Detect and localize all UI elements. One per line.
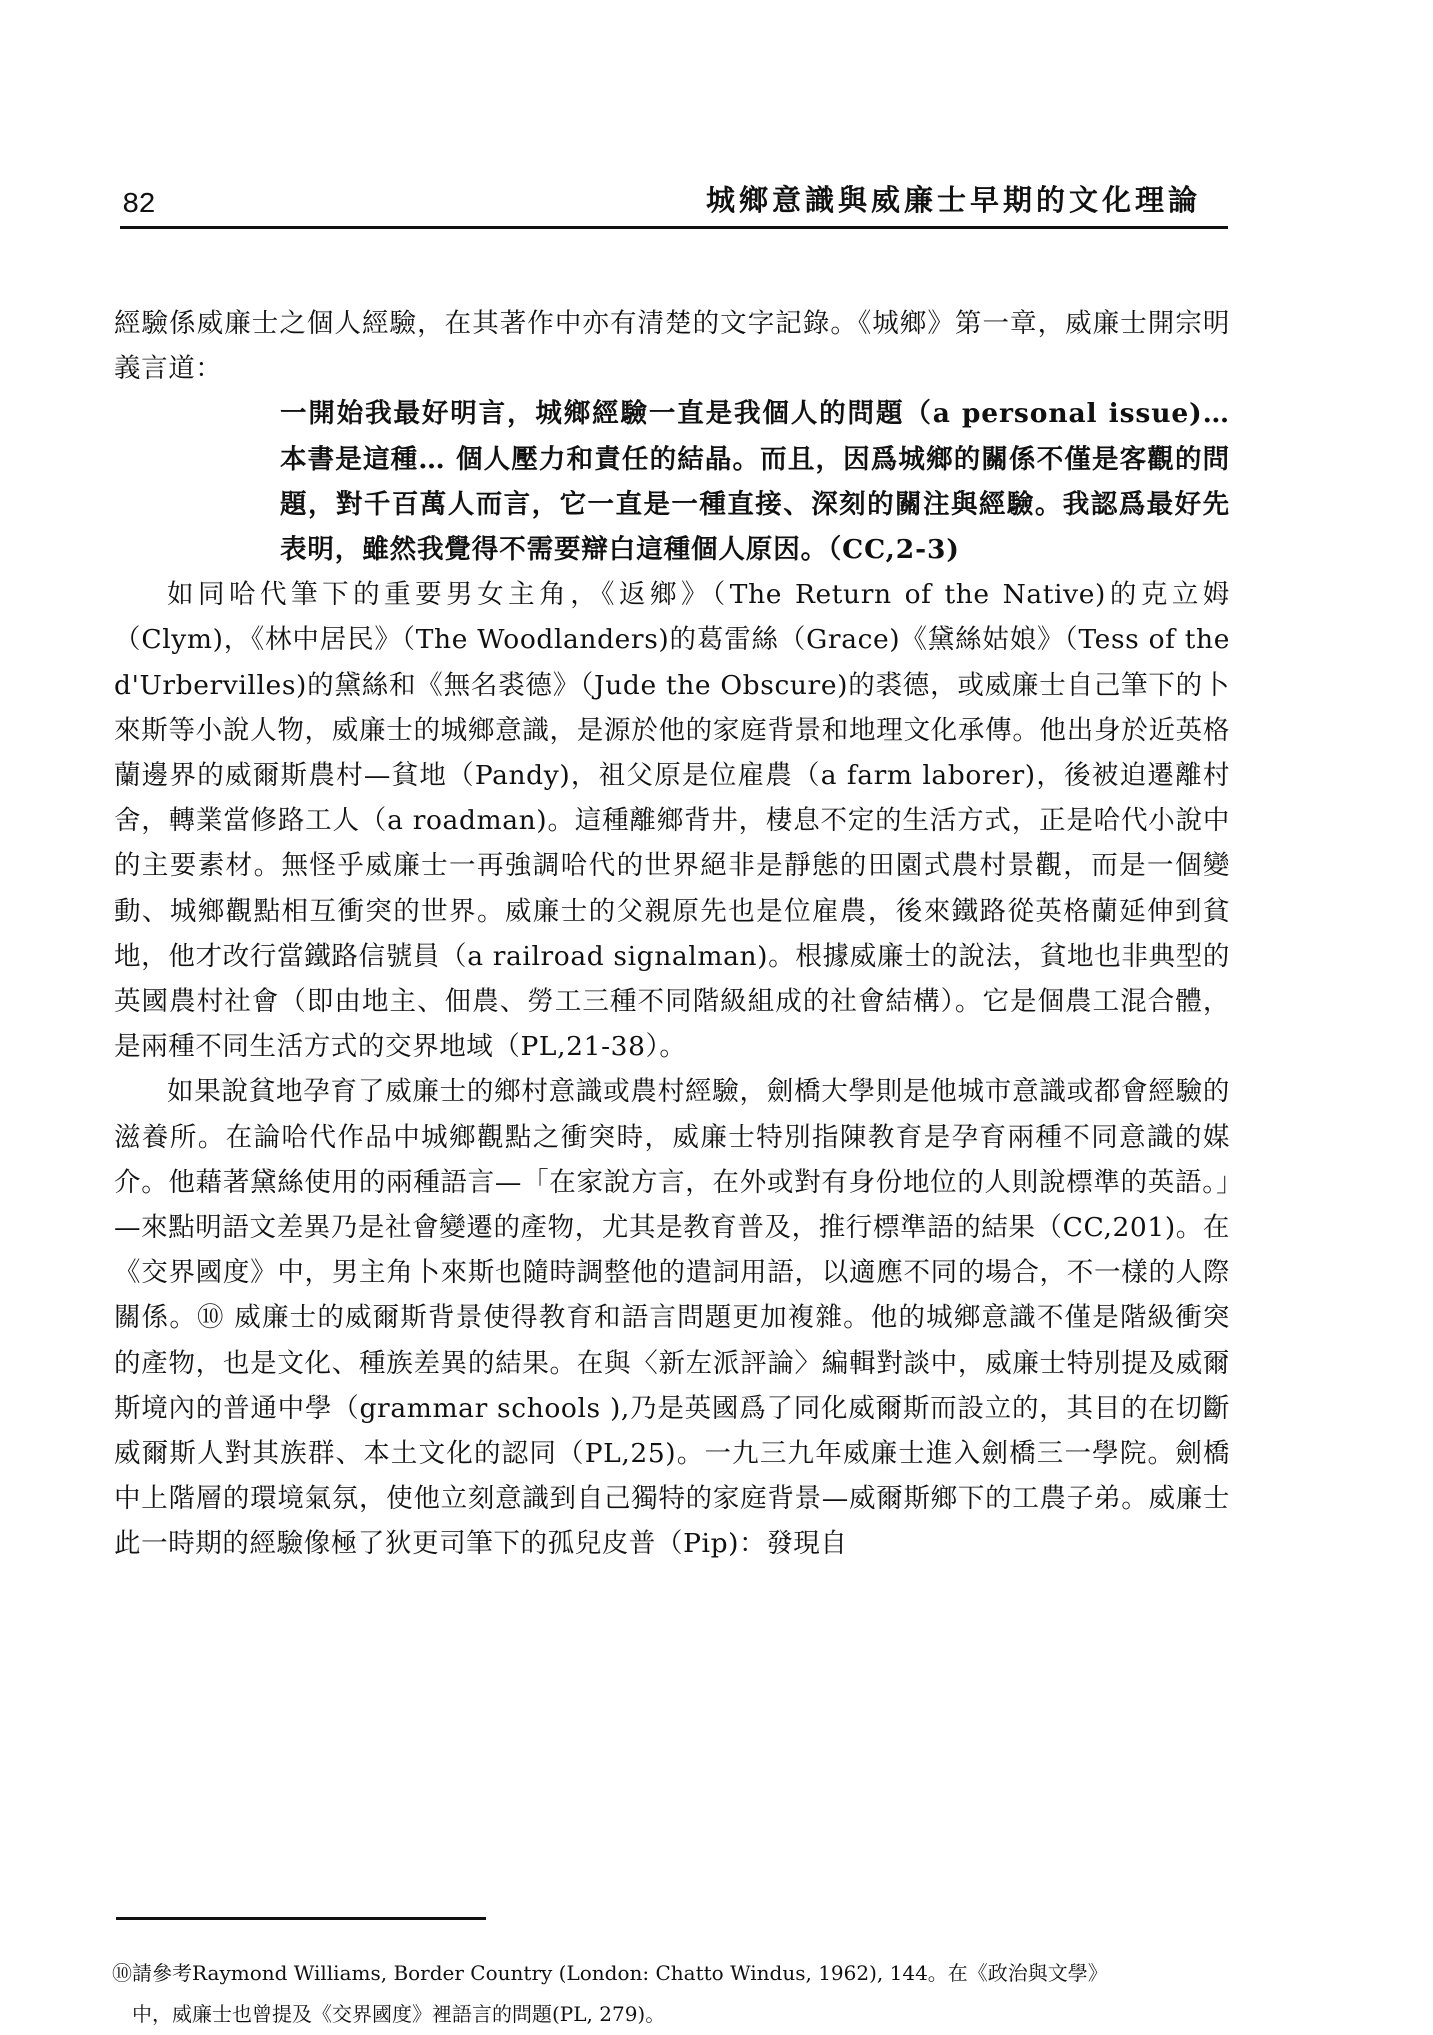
footnote-rule — [116, 1917, 486, 1920]
body-text — [114, 301, 1230, 1567]
running-head: 城鄉意識與威廉士早期的文化理論 — [705, 183, 1201, 217]
paragraph: 如果說貧地孕育了威廉士的鄉村意識或農村經驗，劍橋大學則是他城市意識或都會經驗的滋養所。在論哈代作品中城鄉觀點之衝突時，威廉士特別指陳教育是孕育兩種不同意識的媒介。他藉著黛絲使用的兩種語言—「在家說方言，在外或對有身份地位的人則說標準的英語。」—來點明語文差異乃是社會變遷的產物，尤其是教育普及，推行標準語的結果（CC,201)。在《交界國度》中，男主角卜來斯也隨時調整他的遣詞用語，以適應不同的場合，不一樣的人際關係。⑩ 威廉士的威爾斯背景使得教育和語言問題更加複雜。他的城鄉意識不僅是階級衝突的產物，也是文化、種族差異的結果。在與〈新左派評論〉編輯對談中，威廉士特別提及威爾斯境內的普通中學（grammar schools ),乃是英國爲了同化威爾斯而設立的，其目的在切斷威爾斯人對其族群、本土文化的認同（PL,25)。一九三九年威廉士進入劍橋三一學院。劍橋中上階層的環境氣氛，使他立刻意識到自己獨特的家庭背景—威爾斯鄉下的工農子弟。威廉士此一時期的經驗像極了狄更司筆下的孤兒皮普（Pip)：發現自 — [114, 1076, 1230, 1560]
header-rule — [120, 226, 1228, 229]
page-number: 82 — [122, 188, 155, 221]
paragraph: 如同哈代筆下的重要男女主角，《返鄉》（The Return of the Native)的克立姆（Clym)，《林中居民》（The Woodlanders)的葛雷絲（Grace)《黛絲姑娘》（Tess of the d'Urbervilles)的黛絲和《無名裘德》（Jude the Obscure)的裘德，或威廉士自己筆下的卜來斯等小說人物，威廉士的城鄉意識，是源於他的家庭背景和地理文化承傳。他出身於近英格蘭邊界的威爾斯農村—貧地（Pandy)，祖父原是位雇農（a farm laborer)，後被迫遷離村舍，轉業當修路工人（a roadman)。這種離鄉背井，棲息不定的生活方式，正是哈代小說中的主要素材。無怪乎威廉士一再強調哈代的世界絕非是靜態的田園式農村景觀，而是一個變動、城鄉觀點相互衝突的世界。威廉士的父親原先也是位雇農，後來鐵路從英格蘭延伸到貧地，他才改行當鐵路信號員（a railroad signalman)。根據威廉士的說法，貧地也非典型的英國農村社會（即由地主、佃農、勞工三種不同階級組成的社會結構）。它是個農工混合體，是兩種不同生活方式的交界地域（PL,21-38）。 — [114, 579, 1230, 1063]
footnote-line: 中，威廉士也曾提及《交界國度》裡語言的問題(PL, 279)。 — [132, 2002, 666, 2026]
footnote — [112, 1953, 1224, 2035]
footnote-line: ⑩請參考Raymond Williams, Border Country (London: Chatto Windus, 1962), 144。在《政治與文學》 — [112, 1961, 1108, 1985]
paragraph-intro: 經驗係威廉士之個人經驗，在其著作中亦有清楚的文字記錄。《城鄉》第一章，威廉士開宗明義言道： — [114, 308, 1230, 385]
block-quote: 一開始我最好明言，城鄉經驗一直是我個人的問題（a personal issue)…本書是這種… 個人壓力和責任的結晶。而且，因爲城鄉的關係不僅是客觀的問題，對千百萬人而言，它一直是一種直接、深刻的關注與經驗。我認爲最好先表明，雖然我覺得不需要辯白這種個人原因。（CC,2-3) — [280, 398, 1230, 566]
